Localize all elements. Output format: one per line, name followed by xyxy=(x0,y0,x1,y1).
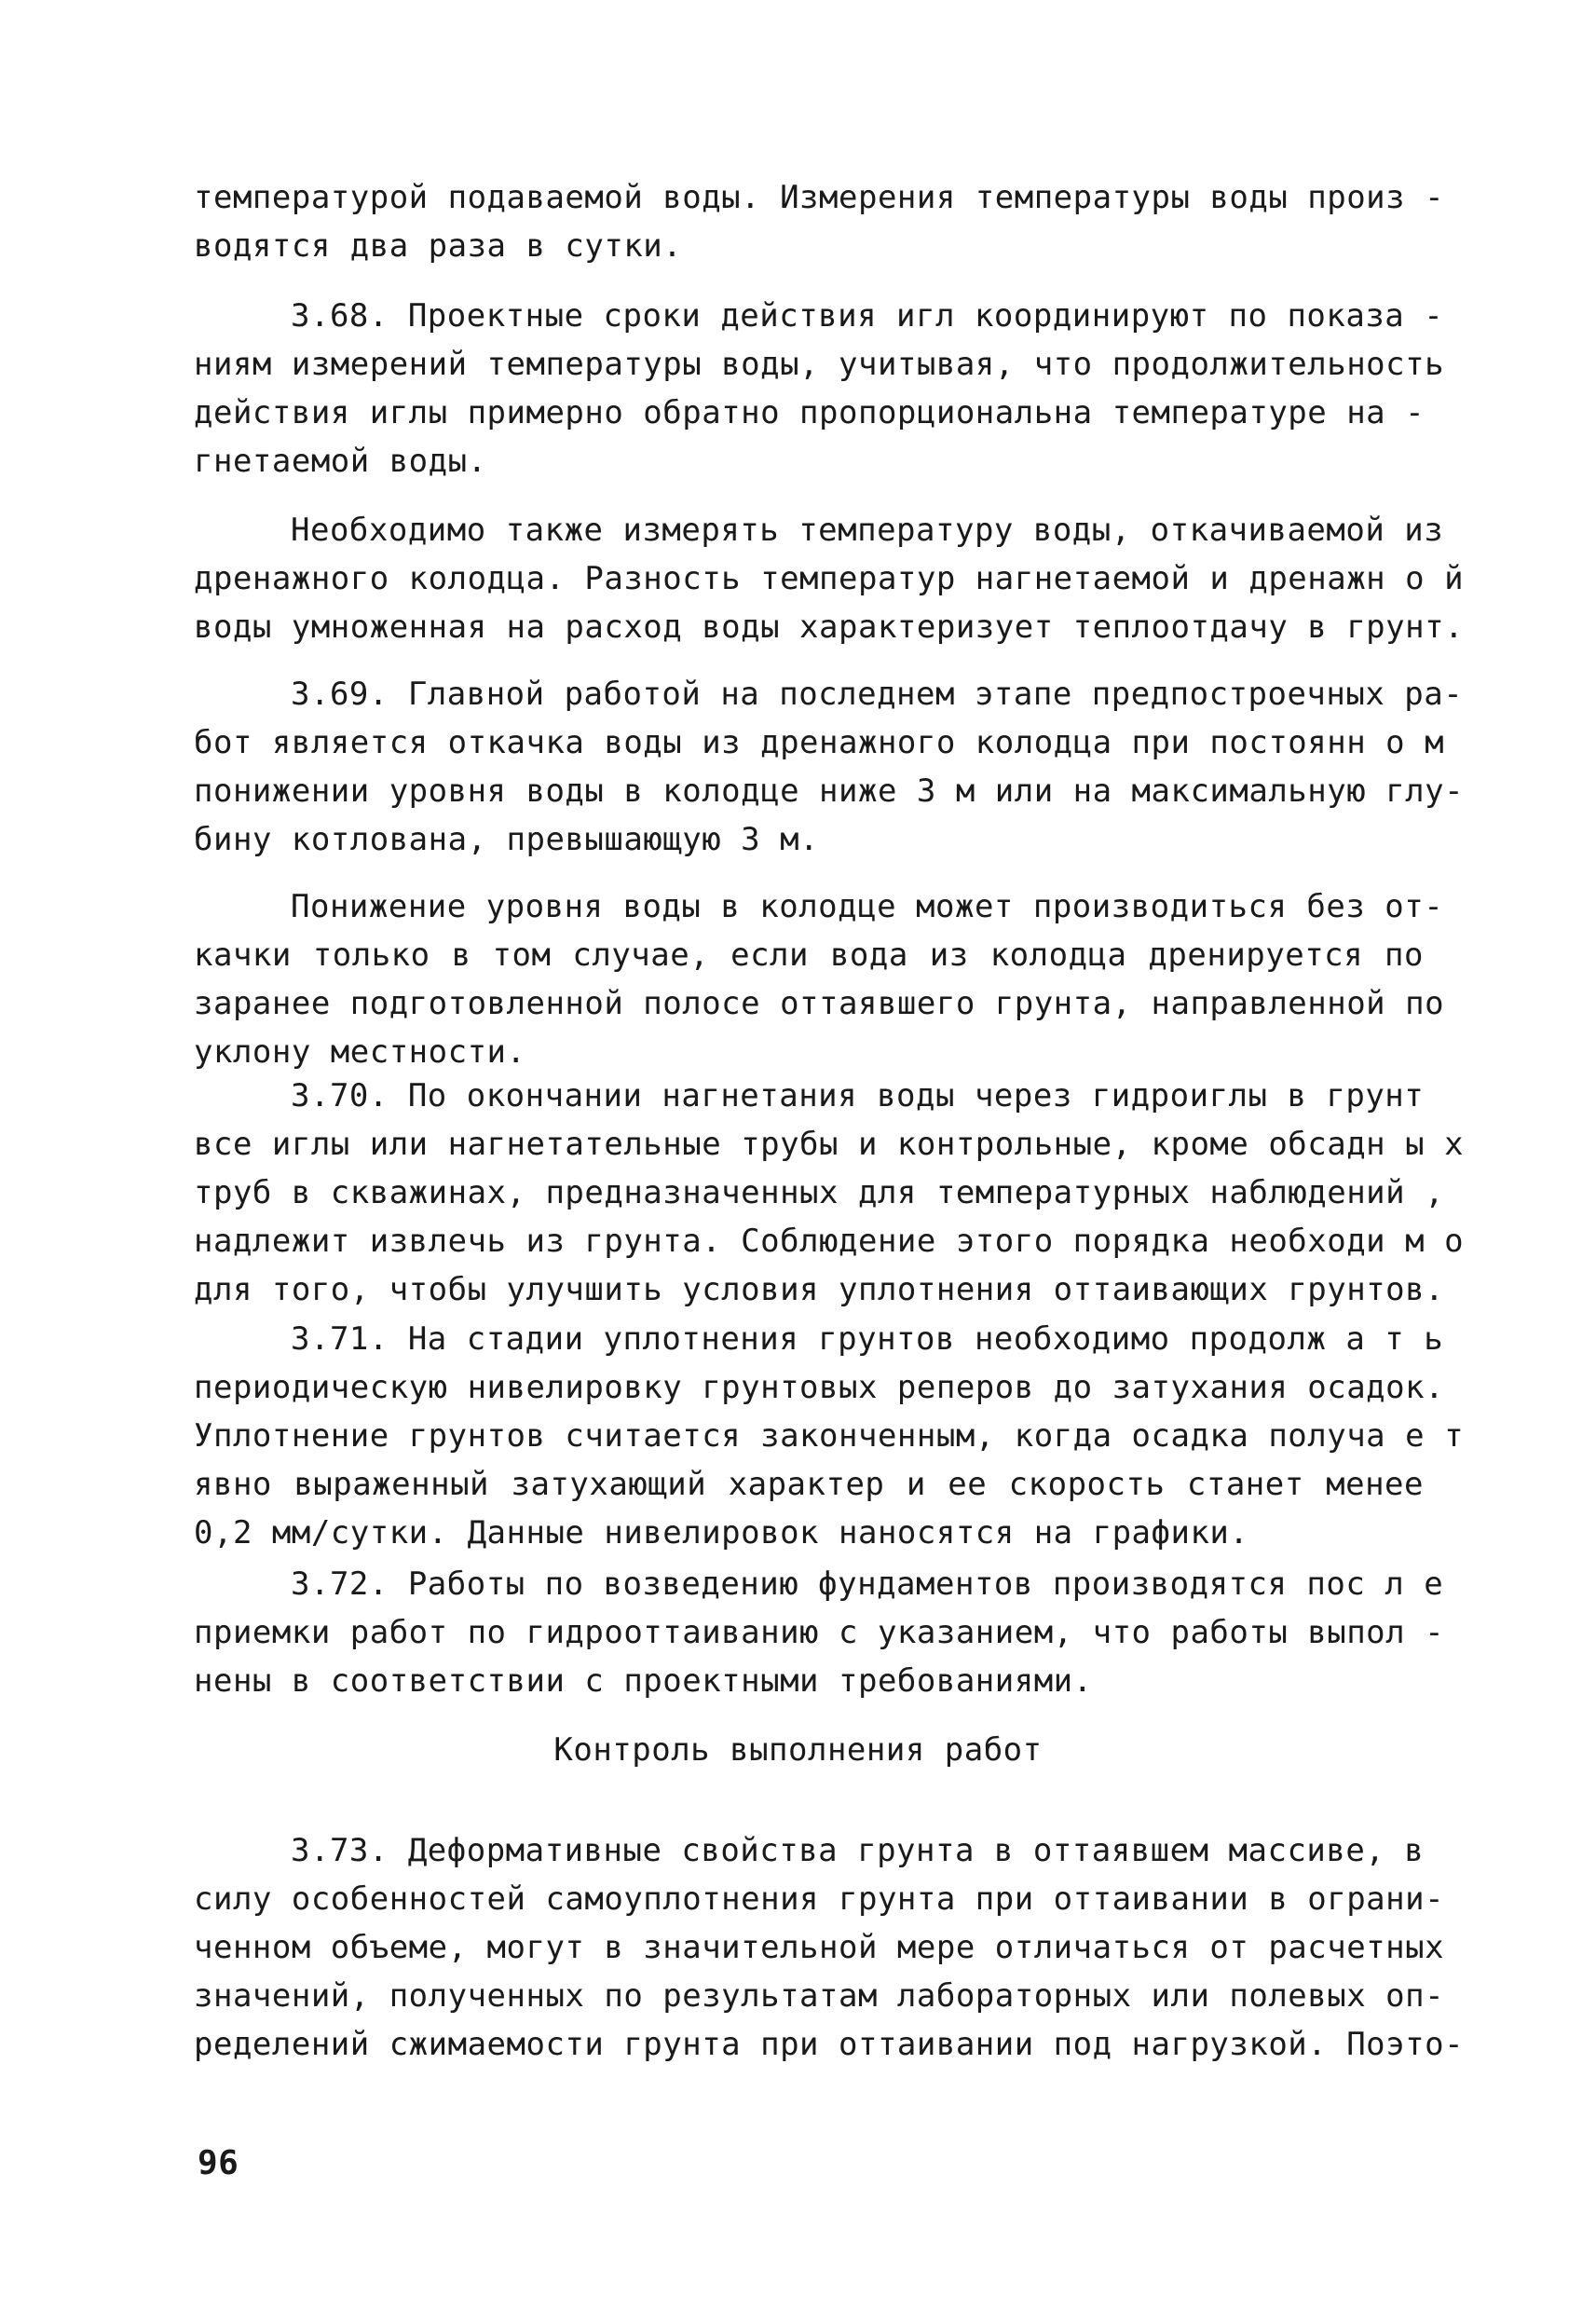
text-line: для того, чтобы улучшить условия уплотнения оттаивающих грунтов. xyxy=(194,1271,1445,1308)
text-line: Понижение уровня воды в колодце может производиться без от- xyxy=(291,888,1444,925)
text-line: труб в скважинах, предназначенных для температурных наблюдений , xyxy=(194,1174,1445,1211)
text-line: 3.71. На стадии уплотнения грунтов необходимо продолж а т ь xyxy=(291,1320,1444,1358)
text-line: 3.73. Деформативные свойства грунта в оттаявшем массиве, в xyxy=(291,1832,1425,1869)
text-line: гнетаемой воды. xyxy=(194,443,487,480)
text-line: 0,2 мм/сутки. Данные нивелировок наносятся на графики. xyxy=(194,1514,1249,1551)
text-line: 3.72. Работы по возведению фундаментов производятся пос л е xyxy=(291,1565,1444,1603)
text-line: ниям измерений температуры воды, учитывая, что продолжительность xyxy=(194,346,1445,383)
text-line: дренажного колодца. Разность температур нагнетаемой и дренажн о й xyxy=(194,560,1465,597)
paragraph xyxy=(194,1560,1445,1705)
text-line: явно выраженный затухающий характер и ее скорость станет менее xyxy=(194,1466,1424,1503)
paragraph xyxy=(194,173,1445,270)
text-line: нены в соответствии с проектными требованиями. xyxy=(194,1662,1093,1700)
text-line: температурой подаваемой воды. Измерения температуры воды произ - xyxy=(194,179,1445,216)
text-line: ченном объеме, могут в значительной мере отличаться от расчетных xyxy=(194,1929,1445,1966)
paragraph xyxy=(194,1826,1465,2069)
text-line: значений, полученных по результатам лабораторных или полевых оп- xyxy=(194,1977,1445,2015)
text-line: воды умноженная на расход воды характеризует теплоотдачу в грунт. xyxy=(194,608,1465,646)
paragraph xyxy=(194,506,1465,651)
text-line: качки только в том случае, если вода из колодца дренируется по xyxy=(194,936,1424,974)
text-line: бину котлована, превышающую 3 м. xyxy=(194,821,820,858)
text-line: 3.68. Проектные сроки действия игл координируют по показа - xyxy=(291,297,1444,335)
page-number: 96 xyxy=(198,2144,239,2182)
text-line: силу особенностей самоуплотнения грунта при оттаивании в ограни- xyxy=(194,1880,1445,1918)
text-line: понижении уровня воды в колодце ниже 3 м или на максимальную глу- xyxy=(194,772,1465,810)
text-line: Уплотнение грунтов считается законченным, когда осадка получа е т xyxy=(194,1417,1465,1455)
text-line: 3.69. Главной работой на последнем этапе предпостроечных ра- xyxy=(291,676,1464,713)
text-line: Необходимо также измерять температуру воды, откачиваемой из xyxy=(291,512,1444,549)
text-line: приемки работ по гидрооттаиванию с указанием, что работы выпол - xyxy=(194,1614,1445,1651)
text-line: все иглы или нагнетательные трубы и контрольные, кроме обсадн ы х xyxy=(194,1126,1465,1163)
paragraph xyxy=(194,670,1465,864)
text-line: надлежит извлечь из грунта. Соблюдение этого порядка необходи м о xyxy=(194,1223,1465,1260)
text-line: периодическую нивелировку грунтовых реперов до затухания осадок. xyxy=(194,1369,1445,1406)
paragraph xyxy=(194,882,1445,1076)
section-heading: Контроль выполнения работ xyxy=(553,1731,1043,1769)
paragraph xyxy=(194,1072,1465,1314)
text-line: водятся два раза в сутки. xyxy=(194,227,683,265)
text-line: 3.70. По окончании нагнетания воды через гидроиглы в грунт xyxy=(291,1077,1425,1114)
text-line: заранее подготовленной полосе оттаявшего грунта, направленной по xyxy=(194,985,1445,1022)
text-line: бот является откачка воды из дренажного колодца при постоянн о м xyxy=(194,724,1445,761)
text-line: уклону местности. xyxy=(194,1033,526,1071)
text-line: действия иглы примерно обратно пропорциональна температуре на - xyxy=(194,394,1425,431)
paragraph xyxy=(194,1315,1465,1557)
paragraph xyxy=(194,292,1445,485)
text-line: ределений сжимаемости грунта при оттаивании под нагрузкой. Поэто- xyxy=(194,2026,1465,2063)
